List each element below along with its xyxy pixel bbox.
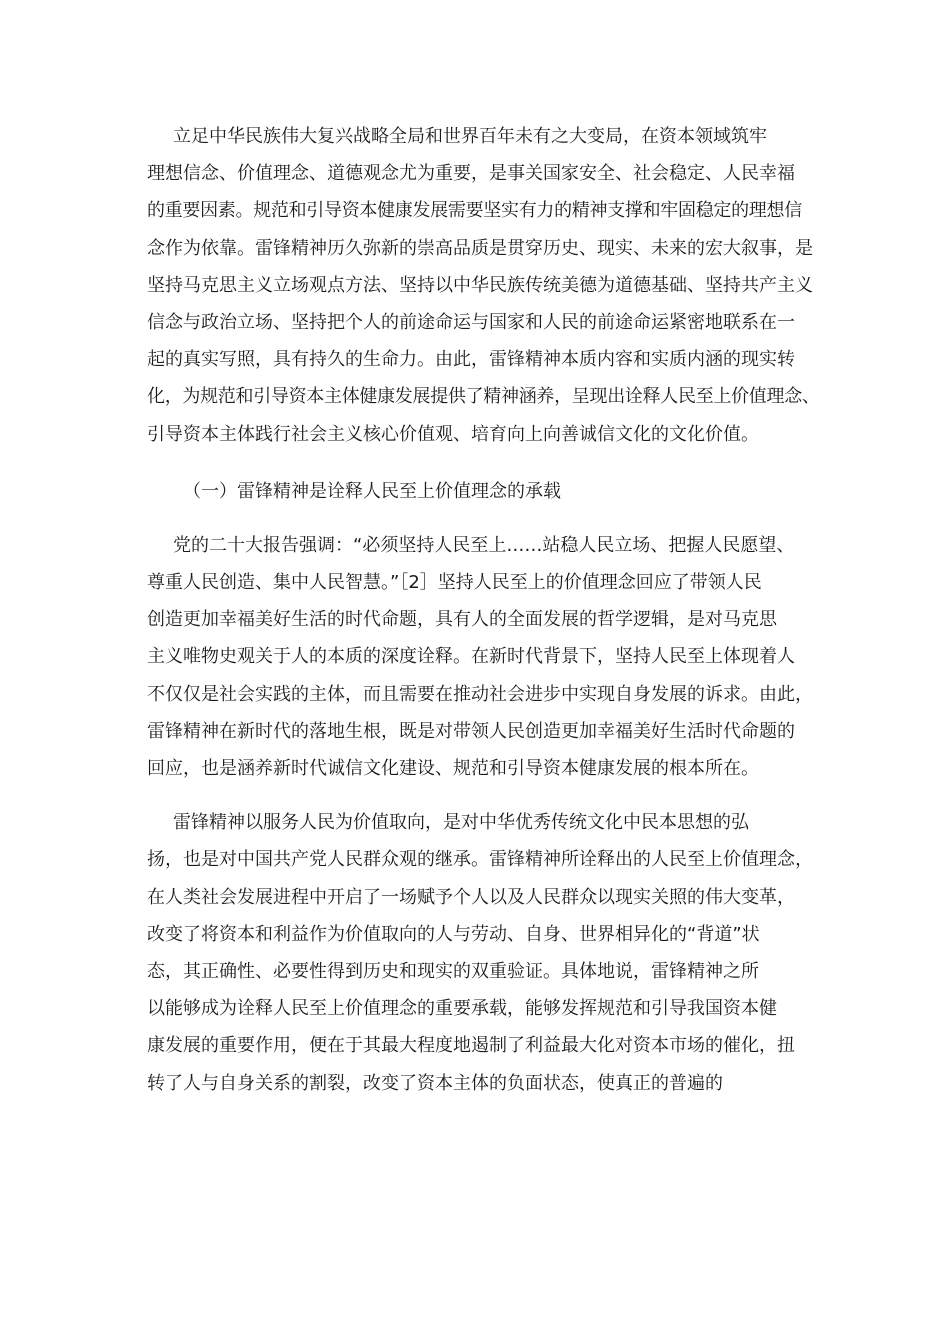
- document-body: [147, 118, 827, 1102]
- text-line: 念作为依靠。雷锋精神历久弥新的崇高品质是贯穿历史、现实、未来的宏大叙事，是: [147, 237, 813, 259]
- text-line: 以能够成为诠释人民至上价值理念的重要承载，能够发挥规范和引导我国资本健: [147, 998, 777, 1020]
- text-line: 改变了将资本和利益作为价值取向的人与劳动、自身、世界相异化的“背道”状: [147, 923, 760, 945]
- text-line: 引导资本主体践行社会主义核心价值观、培育向上向善诚信文化的文化价值。: [147, 423, 759, 445]
- text-line: 在人类社会发展进程中开启了一场赋予个人以及人民群众以现实关照的伟大变革，: [147, 886, 795, 908]
- text-line: 转了人与自身关系的割裂，改变了资本主体的负面状态，使真正的普遍的: [147, 1072, 723, 1094]
- text-line: 坚持马克思主义立场观点方法、坚持以中华民族传统美德为道德基础、坚持共产主义: [147, 274, 813, 296]
- text-line: 主义唯物史观关于人的本质的深度诠释。在新时代背景下，坚持人民至上体现着人: [147, 646, 795, 668]
- text-line: 尊重人民创造、集中人民智慧。”［2］坚持人民至上的价值理念回应了带领人民: [147, 572, 762, 594]
- text-line: 立足中华民族伟大复兴战略全局和世界百年未有之大变局，在资本领域筑牢: [173, 126, 767, 147]
- text-line: 党的二十大报告强调：“必须坚持人民至上……站稳人民立场、把握人民愿望、: [173, 534, 795, 556]
- text-line: 态，其正确性、必要性得到历史和现实的双重验证。具体地说，雷锋精神之所: [147, 961, 759, 983]
- text-line: 创造更加幸福美好生活的时代命题，具有人的全面发展的哲学逻辑，是对马克思: [147, 609, 777, 631]
- paragraph-people-first: [147, 527, 827, 787]
- text-line: 化，为规范和引导资本主体健康发展提供了精神涵养，呈现出诠释人民至上价值理念、: [147, 386, 820, 408]
- text-line: 信念与政治立场、坚持把个人的前途命运与国家和人民的前途命运紧密地联系在一: [147, 312, 795, 334]
- paragraph-serve-people: [147, 804, 827, 1102]
- text-line: 不仅仅是社会实践的主体，而且需要在推动社会进步中实现自身发展的诉求。由此，: [147, 683, 813, 705]
- text-line: 雷锋精神在新时代的落地生根，既是对带领人民创造更加幸福美好生活时代命题的: [147, 720, 795, 742]
- text-line: 的重要因素。规范和引导资本健康发展需要坚实有力的精神支撑和牢固稳定的理想信: [147, 200, 802, 222]
- section-heading: （一）雷锋精神是诠释人民至上价值理念的承载: [183, 480, 561, 502]
- text-line: 康发展的重要作用，便在于其最大程度地遏制了利益最大化对资本市场的催化，扭: [147, 1035, 795, 1057]
- text-line: 扬，也是对中国共产党人民群众观的继承。雷锋精神所诠释出的人民至上价值理念，: [147, 849, 813, 871]
- text-line: 理想信念、价值理念、道德观念尤为重要，是事关国家安全、社会稳定、人民幸福: [147, 163, 795, 185]
- text-line: 起的真实写照，具有持久的生命力。由此，雷锋精神本质内容和实质内涵的现实转: [147, 349, 795, 371]
- text-line: 回应，也是涵养新时代诚信文化建设、规范和引导资本健康发展的根本所在。: [147, 758, 759, 780]
- text-line: 雷锋精神以服务人民为价值取向，是对中华优秀传统文化中民本思想的弘: [173, 812, 749, 834]
- paragraph-intro: [147, 118, 827, 453]
